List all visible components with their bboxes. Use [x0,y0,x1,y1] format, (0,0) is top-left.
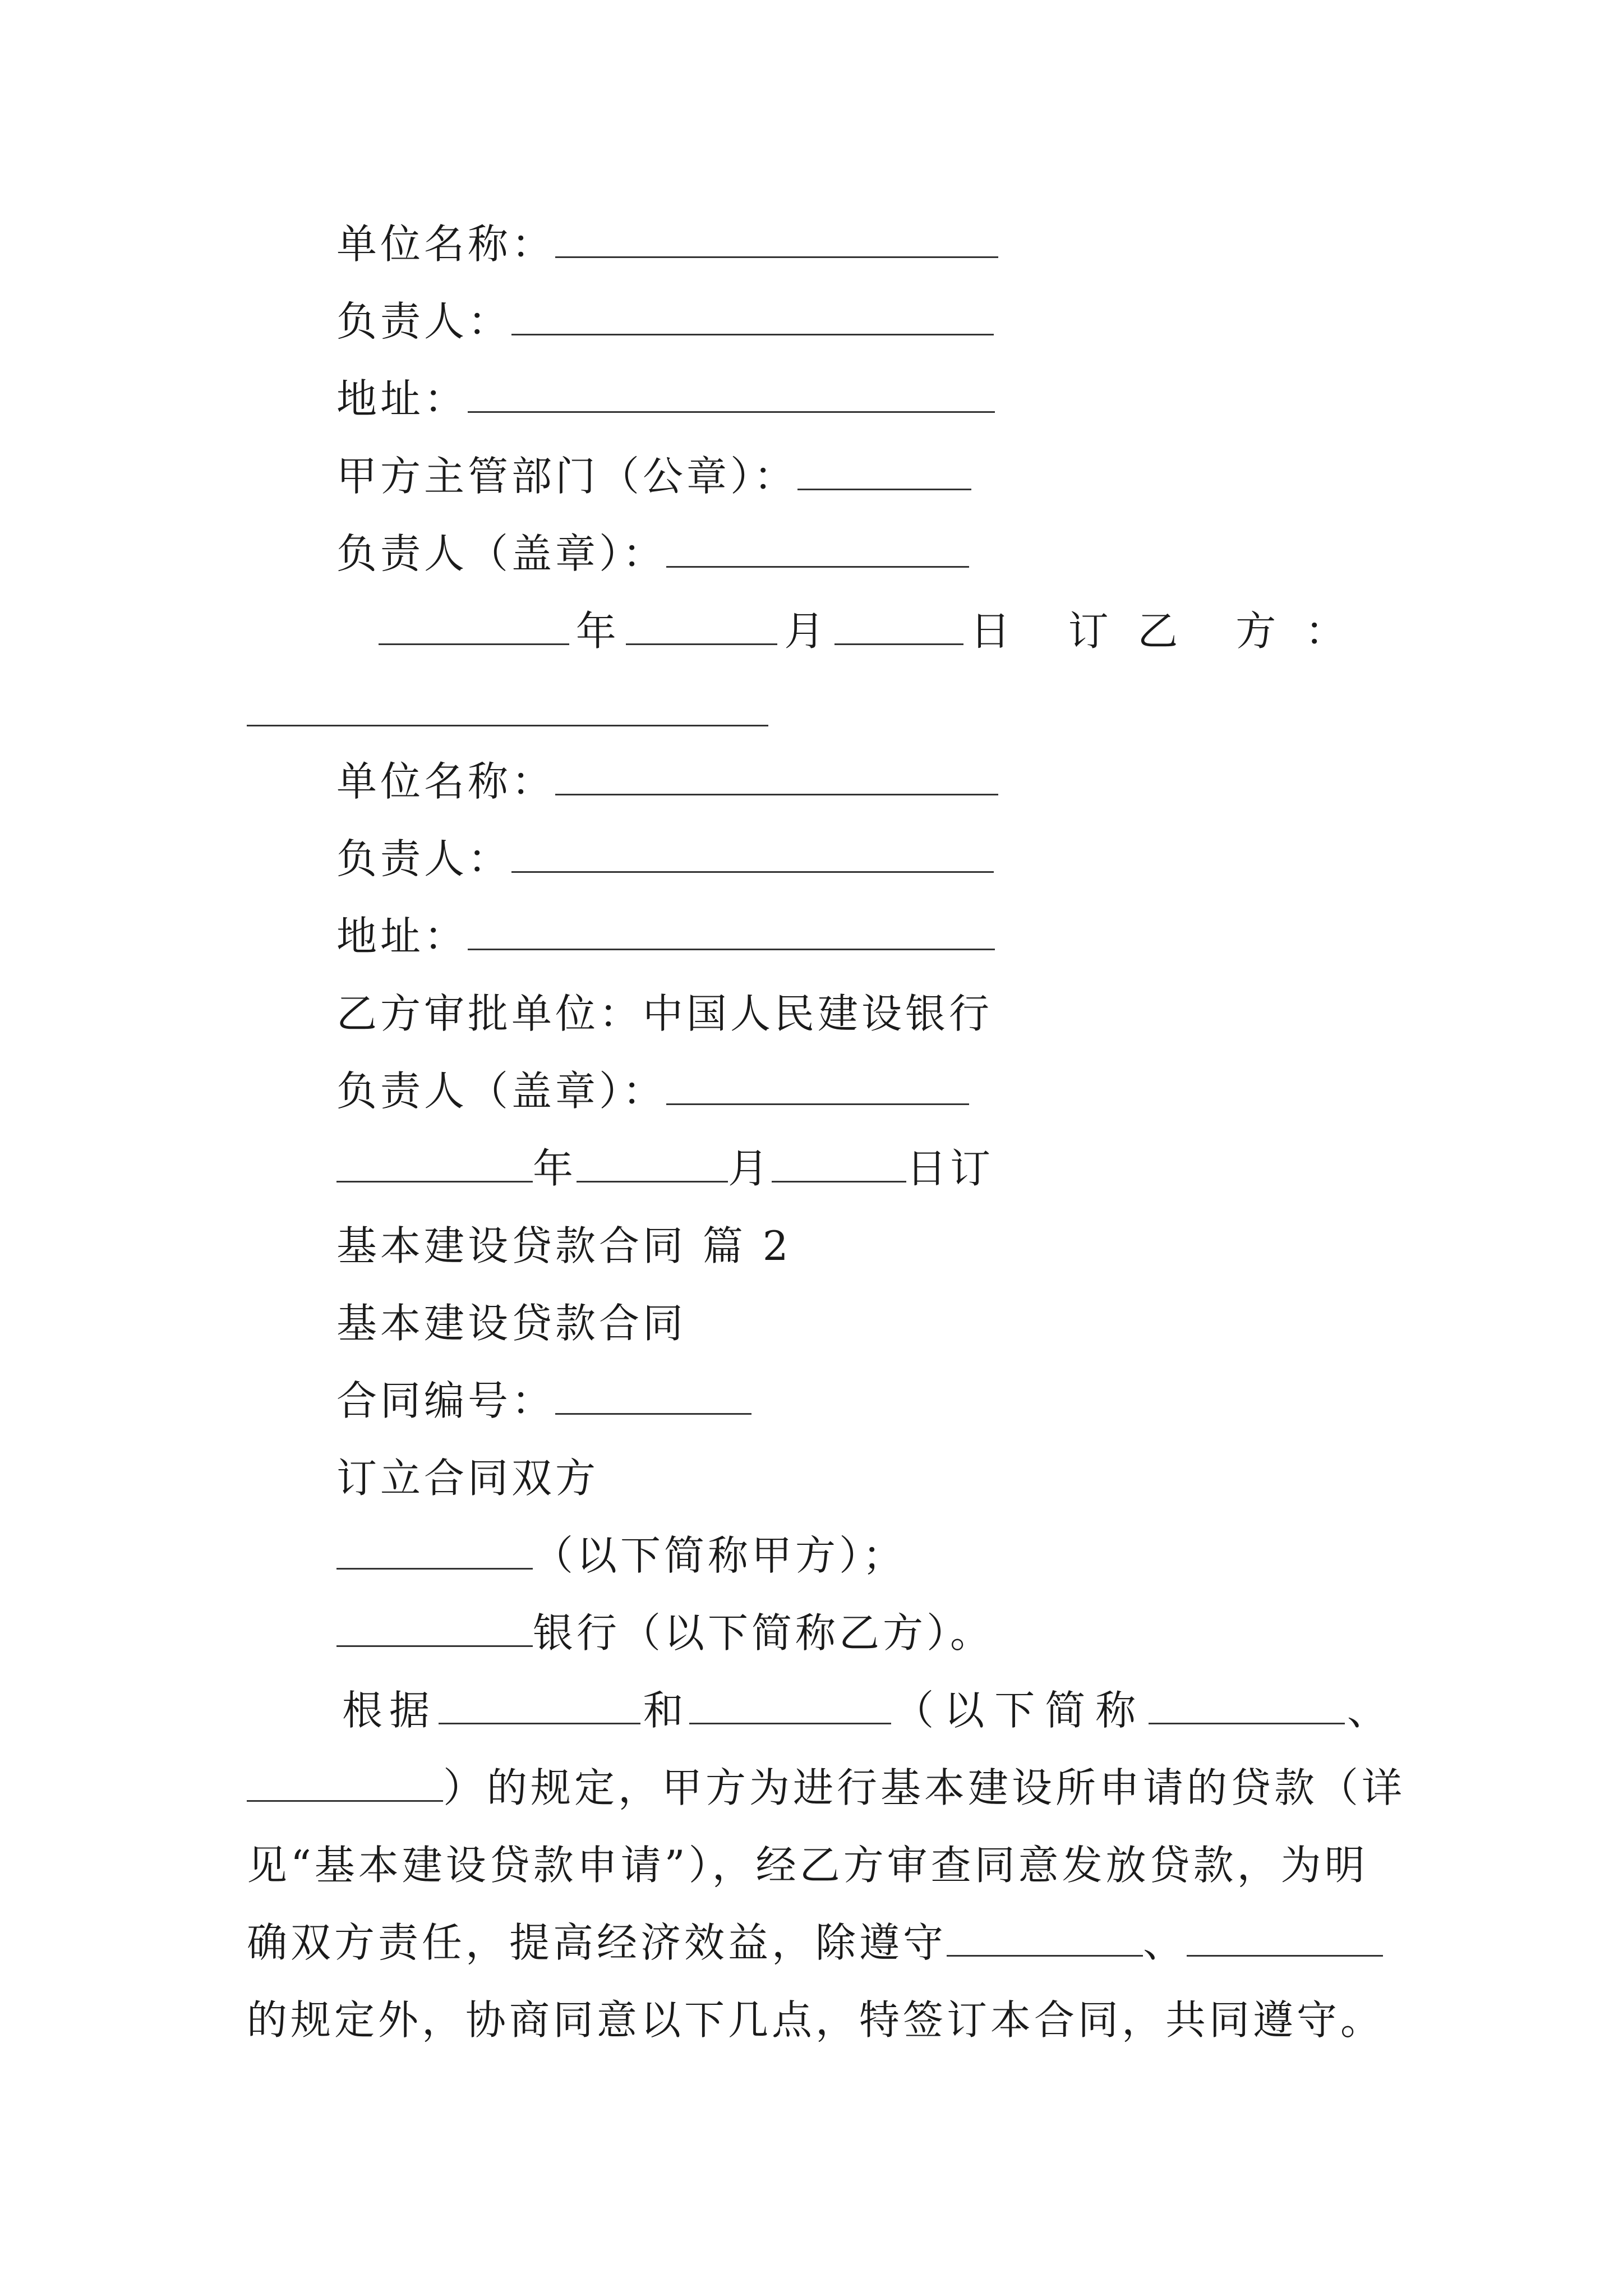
unit-name-label: 单位名称： [336,220,556,268]
party-b-definition-line [336,1602,994,1664]
month-blank [626,610,777,645]
body-line-4-text: 确双方责任，提高经济效益，除遵守 [247,1919,947,1966]
section-heading [336,1215,792,1277]
party-a-seal-line [336,523,969,585]
contract-number-label: 合同编号： [336,1377,556,1424]
body-line-1 [342,1680,1391,1741]
day-label: 日订 [906,1145,994,1192]
bank-name-blank [336,1612,533,1647]
address-label: 地址： [336,913,468,960]
approver-text: 乙方审批单位：中国人民建设银行 [336,990,993,1037]
year-blank [336,1147,533,1182]
day-order-label: 日 订 [970,608,1131,655]
colon-label: ： [1304,608,1349,655]
date-line-2 [336,1138,994,1199]
party-a-definition-line [336,1525,906,1586]
parties-heading-text: 订立合同双方 [336,1455,600,1502]
section-heading-text: 基本建设贷款合同 篇 2 [336,1222,792,1269]
party-b-name-blank [247,691,768,726]
rule-blank-2 [1187,1921,1383,1957]
party-a-address-line [336,368,995,430]
unit-name-blank [555,760,998,795]
day-blank [772,1147,906,1182]
seal-blank [666,532,969,568]
party-b-approver-line [336,983,993,1045]
month-label: 月 [728,1145,772,1192]
party-a-person-line [336,291,994,352]
body-comma-1: 、 [1347,1687,1391,1734]
person-blank [511,838,994,873]
contract-title [336,1292,686,1354]
seal-label: 负责人（盖章）： [336,1068,667,1115]
body-word-abbr: （以下简称 [893,1687,1146,1734]
party-a-unit-name-line [336,213,998,275]
party-b-person-line [336,828,994,890]
person-blank [511,300,994,335]
party-b-seal-line [336,1060,969,1122]
party-a-name-blank [336,1534,533,1570]
body-word-and: 和 [643,1687,687,1734]
contract-number-line [336,1370,751,1432]
abbr-blank-2 [247,1766,443,1802]
party-b-label: 乙 方 [1137,608,1299,655]
month-label: 月 [784,608,828,655]
address-label: 地址： [336,375,468,422]
dept-blank [797,455,971,490]
body-line-2-text: ）的规定，甲方为进行基本建设所申请的贷款（详 [443,1764,1406,1811]
seal-blank [666,1070,969,1105]
body-line-3 [247,1834,1368,1896]
person-label: 负责人： [336,298,512,345]
date-line-1 [379,600,1349,662]
body-line-4 [247,1912,1383,1973]
body-line-5-text: 的规定外，协商同意以下几点，特签订本合同，共同遵守。 [247,1996,1385,2044]
party-a-definition: （以下简称甲方）； [533,1532,907,1579]
dept-label: 甲方主管部门（公章）： [336,453,798,500]
seal-label: 负责人（盖章）： [336,530,667,577]
body-line-3-text: 见“基本建设贷款申请”），经乙方审查同意发放贷款，为明 [247,1842,1368,1889]
year-blank [379,610,569,645]
year-label: 年 [533,1145,577,1192]
contract-number-blank [555,1379,751,1415]
address-blank [468,378,995,413]
party-b-address-line [336,905,995,967]
parties-heading [336,1447,599,1509]
party-b-unit-name-line [336,751,998,812]
rule-blank-1 [947,1921,1143,1957]
body-comma-2: 、 [1143,1919,1187,1966]
day-blank [834,610,963,645]
body-line-5 [247,1989,1384,2051]
year-label: 年 [575,608,620,655]
party-b-definition: 银行（以下简称乙方）。 [533,1609,994,1657]
person-label: 负责人： [336,835,512,882]
address-blank [468,915,995,950]
abbr-blank-1 [1149,1689,1345,1724]
law-blank-2 [689,1689,891,1724]
body-line-2 [247,1757,1405,1819]
law-blank-1 [439,1689,640,1724]
month-blank [577,1147,728,1182]
unit-name-blank [555,223,998,258]
contract-title-text: 基本建设贷款合同 [336,1300,687,1347]
party-b-name-line [247,682,768,743]
unit-name-label: 单位名称： [336,758,556,805]
body-word-basis: 根据 [342,1687,437,1734]
party-a-dept-line [336,445,971,507]
